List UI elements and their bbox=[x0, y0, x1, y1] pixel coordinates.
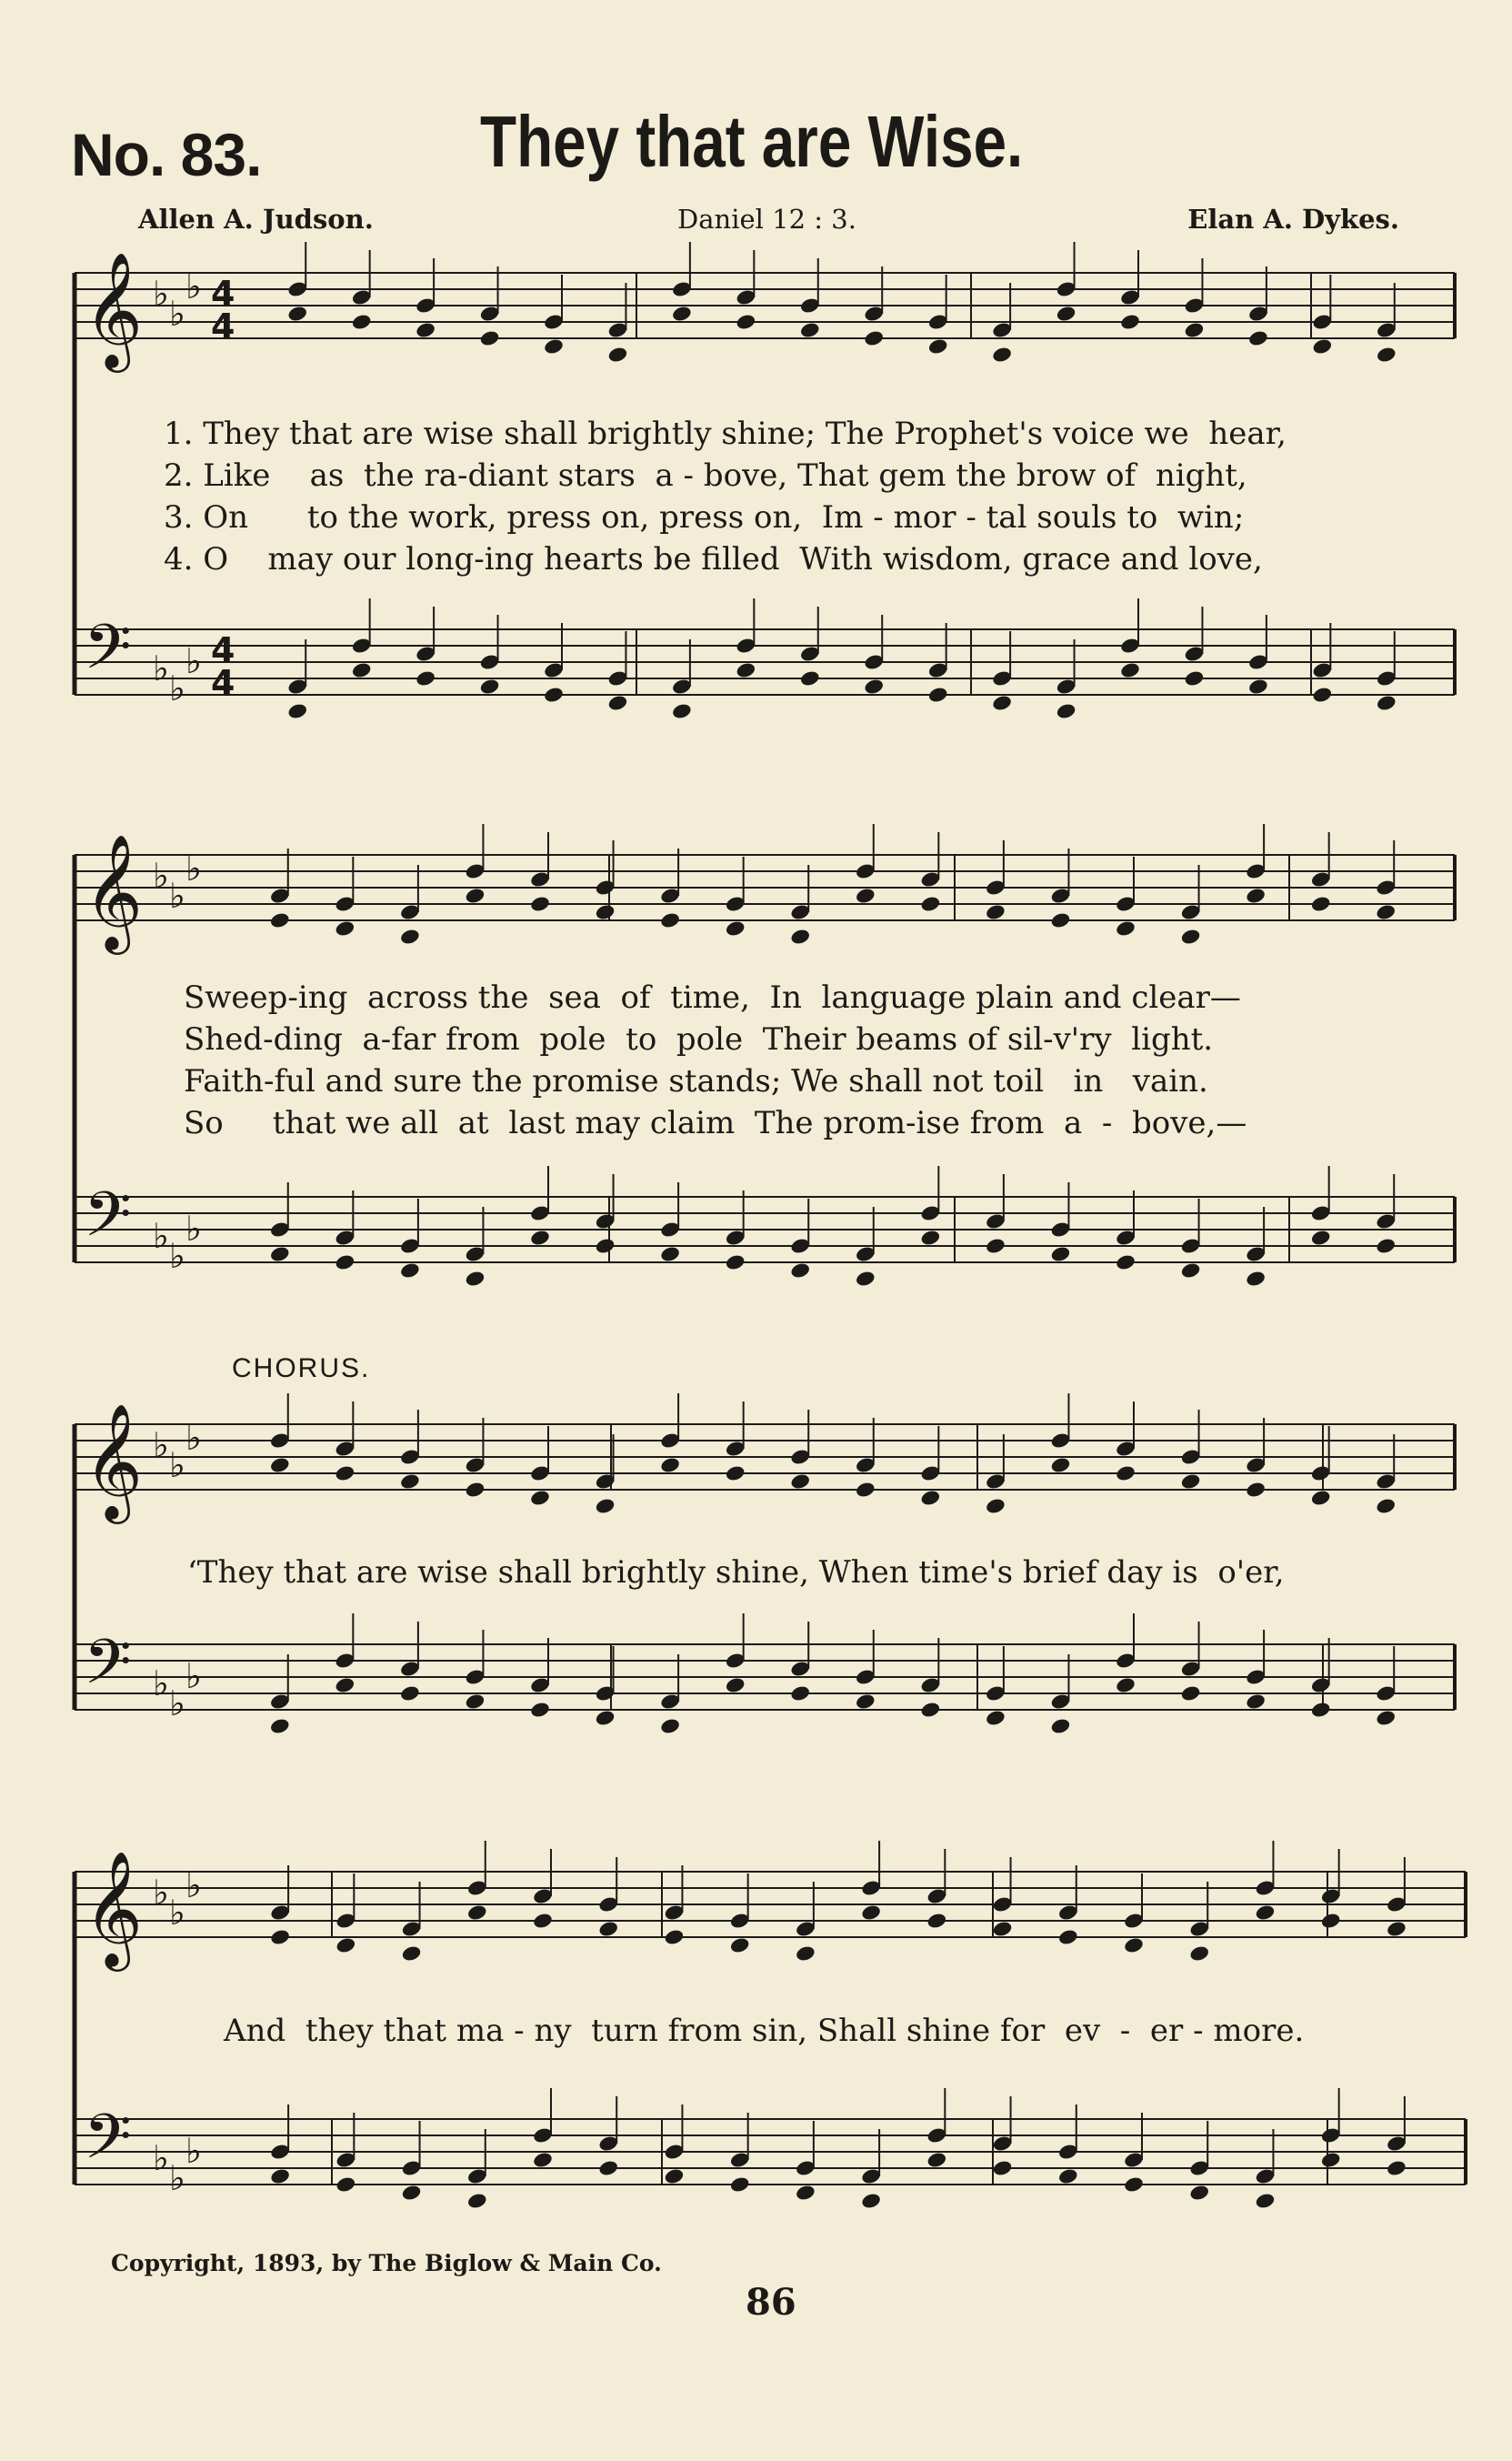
author-credit: Allen A. Judson. bbox=[138, 204, 374, 235]
note-head bbox=[1255, 1904, 1277, 1922]
note-head bbox=[1245, 1270, 1267, 1288]
note-head bbox=[529, 1489, 551, 1507]
note-head bbox=[351, 313, 373, 331]
note-head bbox=[269, 1928, 291, 1946]
note-head bbox=[466, 1904, 488, 1922]
note-head bbox=[920, 1229, 942, 1247]
note-head bbox=[1180, 928, 1202, 946]
note-head bbox=[729, 1936, 751, 1954]
note-head bbox=[927, 686, 949, 704]
flat-icon: ♭ bbox=[169, 294, 185, 334]
note-head bbox=[1115, 1253, 1137, 1271]
note-head bbox=[1320, 1912, 1342, 1930]
copyright-notice: Copyright, 1893, by The Biglow & Main Co. bbox=[111, 2250, 662, 2276]
note-head bbox=[399, 1684, 421, 1703]
note-head bbox=[926, 2151, 948, 2169]
note-head bbox=[1115, 1464, 1137, 1482]
note-head bbox=[1247, 329, 1269, 347]
flat-icon: ♭ bbox=[169, 1683, 185, 1723]
note-head bbox=[1115, 1676, 1137, 1694]
note-head bbox=[1375, 1497, 1397, 1515]
note-head bbox=[985, 1497, 1006, 1515]
note-head bbox=[1188, 2184, 1210, 2202]
verse-line: 4. O may our long-ing hearts be filled With wisdom, grace and love, bbox=[164, 541, 1263, 578]
note-head bbox=[269, 2167, 291, 2185]
note-head bbox=[595, 903, 616, 921]
note-head bbox=[664, 1928, 686, 1946]
treble-clef-icon: 𝄞 bbox=[84, 1850, 144, 1966]
flat-icon: ♭ bbox=[185, 1656, 202, 1696]
note-head bbox=[729, 2175, 751, 2194]
note-head bbox=[465, 1270, 486, 1288]
treble-clef-icon: 𝄞 bbox=[84, 833, 144, 949]
note-head bbox=[607, 346, 629, 364]
note-head bbox=[736, 313, 757, 331]
note-head bbox=[992, 2159, 1014, 2177]
verse-line: 3. On to the work, press on, press on, Im - mor - tal souls to win; bbox=[164, 499, 1245, 536]
note-head bbox=[399, 1261, 421, 1280]
note-head bbox=[789, 928, 811, 946]
note-head bbox=[855, 1693, 876, 1711]
note-head bbox=[1050, 1717, 1072, 1735]
note-head bbox=[543, 337, 565, 356]
flat-icon: ♭ bbox=[185, 266, 202, 306]
note-head bbox=[1375, 1237, 1397, 1255]
note-head bbox=[860, 2192, 882, 2210]
chorus-line: And they that ma - ny turn from sin, Shall shine for ev - er - more. bbox=[224, 2013, 1305, 2049]
note-head bbox=[1123, 1936, 1145, 1954]
note-head bbox=[286, 305, 308, 323]
hymn-title: They that are Wise. bbox=[480, 101, 1024, 182]
flat-icon: ♭ bbox=[185, 1209, 202, 1249]
chorus-label: CHORUS. bbox=[232, 1353, 371, 1383]
bass-clef-icon: 𝄢 bbox=[84, 1180, 132, 1266]
note-head bbox=[399, 1472, 421, 1491]
note-head bbox=[1050, 911, 1072, 929]
note-head bbox=[1057, 2167, 1079, 2185]
note-head bbox=[1180, 1261, 1202, 1280]
note-head bbox=[465, 1481, 486, 1499]
note-head bbox=[1312, 686, 1334, 704]
note-head bbox=[335, 919, 356, 938]
flat-icon: ♭ bbox=[185, 641, 202, 681]
note-head bbox=[1312, 337, 1334, 356]
verse-line: So that we all at last may claim The prom-ise from a - bove,— bbox=[184, 1105, 1247, 1141]
note-head bbox=[1119, 661, 1141, 679]
time-signature: 4 bbox=[211, 306, 235, 347]
note-head bbox=[991, 346, 1013, 364]
flat-icon: ♭ bbox=[185, 849, 202, 889]
note-head bbox=[671, 305, 693, 323]
note-head bbox=[1056, 305, 1077, 323]
flat-icon: ♭ bbox=[153, 1216, 169, 1256]
bass-clef-icon: 𝄢 bbox=[84, 2102, 132, 2188]
note-head bbox=[1310, 895, 1332, 913]
note-head bbox=[1050, 1456, 1072, 1474]
flat-icon: ♭ bbox=[153, 1425, 169, 1465]
note-head bbox=[725, 1464, 746, 1482]
note-head bbox=[529, 1701, 551, 1719]
note-head bbox=[415, 669, 436, 688]
note-head bbox=[529, 895, 551, 913]
treble-clef-icon: 𝄞 bbox=[84, 251, 144, 367]
note-head bbox=[664, 2167, 686, 2185]
flat-icon: ♭ bbox=[153, 856, 169, 896]
note-head bbox=[860, 1904, 882, 1922]
note-head bbox=[1376, 346, 1397, 364]
note-head bbox=[532, 2151, 554, 2169]
note-head bbox=[725, 919, 746, 938]
note-head bbox=[1180, 1472, 1202, 1491]
note-head bbox=[1123, 2175, 1145, 2194]
note-head bbox=[401, 1944, 423, 1963]
note-head bbox=[269, 1717, 291, 1735]
note-head bbox=[607, 694, 629, 712]
note-head bbox=[335, 1676, 356, 1694]
note-head bbox=[401, 2184, 423, 2202]
note-head bbox=[597, 2159, 619, 2177]
note-head bbox=[351, 661, 373, 679]
note-head bbox=[1375, 1709, 1397, 1727]
note-head bbox=[1247, 678, 1269, 696]
note-head bbox=[725, 1253, 746, 1271]
note-head bbox=[659, 1717, 681, 1735]
note-head bbox=[863, 678, 885, 696]
note-head bbox=[465, 887, 486, 905]
note-head bbox=[1115, 919, 1137, 938]
note-head bbox=[1386, 1920, 1407, 1938]
flat-icon: ♭ bbox=[153, 1663, 169, 1703]
verse-line: 2. Like as the ra-diant stars a - bove, That gem the brow of night, bbox=[164, 457, 1247, 494]
note-head bbox=[789, 1261, 811, 1280]
note-head bbox=[789, 1472, 811, 1491]
note-head bbox=[269, 1245, 291, 1263]
note-head bbox=[286, 702, 308, 720]
note-head bbox=[1310, 1701, 1332, 1719]
note-head bbox=[1180, 1684, 1202, 1703]
note-head bbox=[415, 321, 436, 339]
note-head bbox=[269, 1456, 291, 1474]
flat-icon: ♭ bbox=[153, 648, 169, 688]
note-head bbox=[1245, 1481, 1267, 1499]
note-head bbox=[659, 1245, 681, 1263]
note-head bbox=[795, 2184, 816, 2202]
note-head bbox=[926, 1912, 948, 1930]
page-number: 86 bbox=[746, 2281, 796, 2324]
note-head bbox=[335, 1936, 357, 1954]
flat-icon: ♭ bbox=[185, 2131, 202, 2171]
flat-icon: ♭ bbox=[169, 1445, 185, 1485]
time-signature: 4 bbox=[211, 274, 235, 314]
note-head bbox=[465, 1693, 486, 1711]
note-head bbox=[479, 329, 501, 347]
note-head bbox=[399, 928, 421, 946]
bass-clef-icon: 𝄢 bbox=[84, 612, 132, 698]
note-head bbox=[789, 1684, 811, 1703]
note-head bbox=[529, 1229, 551, 1247]
note-head bbox=[597, 1920, 619, 1938]
note-head bbox=[920, 1701, 942, 1719]
flat-icon: ♭ bbox=[169, 1236, 185, 1276]
note-head bbox=[532, 1912, 554, 1930]
note-head bbox=[335, 1464, 356, 1482]
note-head bbox=[1056, 702, 1077, 720]
note-head bbox=[855, 1270, 876, 1288]
flat-icon: ♭ bbox=[153, 1873, 169, 1913]
note-head bbox=[1386, 2159, 1407, 2177]
note-head bbox=[992, 1920, 1014, 1938]
note-head bbox=[1119, 313, 1141, 331]
note-head bbox=[736, 661, 757, 679]
verse-line: Sweep-ing across the sea of time, In language plain and clear— bbox=[184, 979, 1241, 1016]
flat-icon: ♭ bbox=[169, 1893, 185, 1933]
note-head bbox=[1245, 887, 1267, 905]
time-signature: 4 bbox=[211, 663, 235, 703]
note-head bbox=[795, 1944, 816, 1963]
note-head bbox=[985, 1709, 1006, 1727]
note-head bbox=[1375, 903, 1397, 921]
note-head bbox=[1255, 2192, 1277, 2210]
note-head bbox=[595, 1237, 616, 1255]
flat-icon: ♭ bbox=[185, 1865, 202, 1905]
note-head bbox=[855, 1481, 876, 1499]
verse-line: 1. They that are wise shall brightly shine; The Prophet's voice we hear, bbox=[164, 416, 1287, 452]
note-head bbox=[335, 2175, 357, 2194]
flat-icon: ♭ bbox=[185, 1418, 202, 1458]
note-head bbox=[991, 694, 1013, 712]
note-head bbox=[595, 1497, 616, 1515]
note-head bbox=[920, 895, 942, 913]
note-head bbox=[659, 911, 681, 929]
hymn-number: No. 83. bbox=[71, 121, 262, 188]
flat-icon: ♭ bbox=[169, 876, 185, 916]
note-head bbox=[479, 678, 501, 696]
note-head bbox=[269, 911, 291, 929]
note-head bbox=[1184, 669, 1206, 688]
note-head bbox=[1188, 1944, 1210, 1963]
chorus-line: ‘They that are wise shall brightly shine, When time's brief day is o'er, bbox=[187, 1554, 1285, 1591]
note-head bbox=[799, 669, 821, 688]
scripture-reference: Daniel 12 : 3. bbox=[677, 204, 856, 235]
note-head bbox=[466, 2192, 488, 2210]
note-head bbox=[927, 337, 949, 356]
note-head bbox=[1310, 1229, 1332, 1247]
note-head bbox=[595, 1709, 616, 1727]
verse-line: Faith-ful and sure the promise stands; We shall not toil in vain. bbox=[184, 1063, 1208, 1100]
note-head bbox=[1376, 694, 1397, 712]
note-head bbox=[920, 1489, 942, 1507]
composer-credit: Elan A. Dykes. bbox=[1187, 204, 1399, 235]
note-head bbox=[855, 887, 876, 905]
note-head bbox=[985, 1237, 1006, 1255]
note-head bbox=[1245, 1693, 1267, 1711]
note-head bbox=[1057, 1928, 1079, 1946]
flat-icon: ♭ bbox=[153, 274, 169, 314]
verse-line: Shed-ding a-far from pole to pole Their beams of sil-v'ry light. bbox=[184, 1021, 1214, 1058]
note-head bbox=[335, 1253, 356, 1271]
note-head bbox=[1050, 1245, 1072, 1263]
note-head bbox=[725, 1676, 746, 1694]
note-head bbox=[659, 1456, 681, 1474]
bass-clef-icon: 𝄢 bbox=[84, 1627, 132, 1713]
note-head bbox=[1320, 2151, 1342, 2169]
note-head bbox=[671, 702, 693, 720]
note-head bbox=[543, 686, 565, 704]
note-head bbox=[985, 903, 1006, 921]
flat-icon: ♭ bbox=[153, 2138, 169, 2178]
time-signature: 4 bbox=[211, 630, 235, 670]
note-head bbox=[1184, 321, 1206, 339]
flat-icon: ♭ bbox=[169, 2158, 185, 2198]
flat-icon: ♭ bbox=[169, 668, 185, 708]
note-head bbox=[799, 321, 821, 339]
note-head bbox=[863, 329, 885, 347]
note-head bbox=[1310, 1489, 1332, 1507]
treble-clef-icon: 𝄞 bbox=[84, 1402, 144, 1519]
